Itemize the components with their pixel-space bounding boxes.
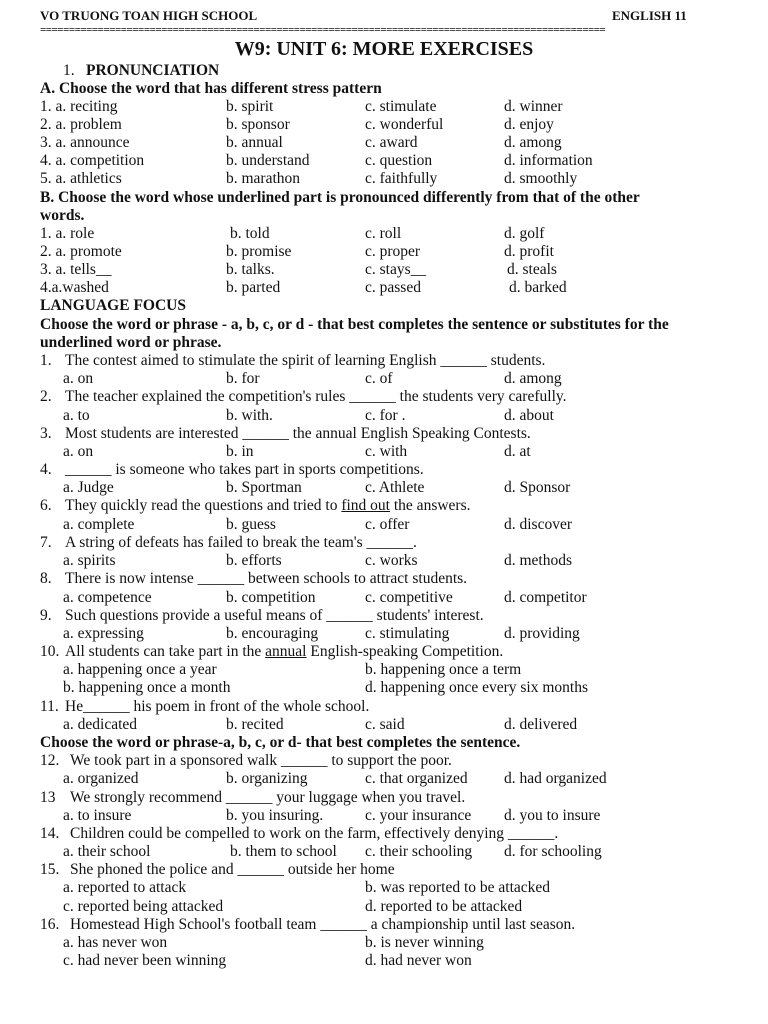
section-b-title: B. Choose the word whose underlined part is pronounced differently from that of the other xyxy=(40,189,640,206)
question: 8. There is now intense ______ between schools to attract students. xyxy=(40,570,468,587)
list-item: 1. a. reciting b. spirit c. stimulate d. winner xyxy=(40,98,563,115)
school-name: VO TRUONG TOAN HIGH SCHOOL xyxy=(40,8,258,23)
answer-options: a. complete b. guess c. offer d. discover xyxy=(63,516,573,533)
question: 7. A string of defeats has failed to break the team's ______. xyxy=(40,534,417,551)
answer-options: a. dedicated b. recited c. said d. delivered xyxy=(63,716,578,733)
list-item: 4.a.washed b. parted c. passed d. barked xyxy=(40,279,567,296)
list-item: 3. a. announce b. annual c. award d. among xyxy=(40,134,562,151)
answer-options: a. their school b. them to school c. their schooling d. for schooling xyxy=(63,843,602,860)
answer-options: a. to b. with. c. for . d. about xyxy=(63,407,554,424)
question: 16. Homestead High School's football team ______ a championship until last season. xyxy=(40,916,576,933)
answer-options: a. happening once a year b. happening once a term xyxy=(63,661,522,678)
answer-options: a. has never won b. is never winning xyxy=(63,934,484,951)
instructions-b: Choose the word or phrase-a, b, c, or d- that best completes the sentence. xyxy=(40,734,521,751)
question: 1. The contest aimed to stimulate the spirit of learning English ______ students. xyxy=(40,352,546,369)
header-divider: ================================================================================================== xyxy=(40,24,606,36)
list-item: 4. a. competition b. understand c. question d. information xyxy=(40,152,593,169)
section-a-title: A. Choose the word that has different stress pattern xyxy=(40,80,382,97)
answer-options: a. spirits b. efforts c. works d. methods xyxy=(63,552,573,569)
answer-options: b. happening once a month d. happening once every six months xyxy=(63,679,588,696)
question: 10. All students can take part in the annual English-speaking Competition. xyxy=(40,643,504,660)
question: 2. The teacher explained the competition's rules ______ the students very carefully. xyxy=(40,388,567,405)
answer-options: a. on b. for c. of d. among xyxy=(63,370,562,387)
question: 4. ______ is someone who takes part in sports competitions. xyxy=(40,461,424,478)
answer-options: a. to insure b. you insuring. c. your insurance d. you to insure xyxy=(63,807,601,824)
list-item: 3. a. tells__ b. talks. c. stays__ d. steals xyxy=(40,261,557,278)
subject-label: ENGLISH 11 xyxy=(612,8,687,23)
question: 3. Most students are interested ______ the annual English Speaking Contests. xyxy=(40,425,531,442)
question: 9. Such questions provide a useful means of ______ students' interest. xyxy=(40,607,484,624)
page-title: W9: UNIT 6: MORE EXERCISES xyxy=(234,38,534,60)
answer-options: a. organized b. organizing c. that organized d. had organized xyxy=(63,770,607,787)
list-item: 5. a. athletics b. marathon c. faithfully d. smoothly xyxy=(40,170,578,187)
instructions: Choose the word or phrase - a, b, c, or d - that best completes the sentence or substitutes for the xyxy=(40,316,669,333)
question: 13 We strongly recommend ______ your luggage when you travel. xyxy=(40,789,466,806)
question: 14. Children could be compelled to work on the farm, effectively denying ______. xyxy=(40,825,559,842)
question: 6. They quickly read the questions and tried to find out the answers. xyxy=(40,497,471,514)
answer-options: c. had never been winning d. had never won xyxy=(63,952,472,969)
answer-options: c. reported being attacked d. reported to be attacked xyxy=(63,898,523,915)
question: 11. He______ his poem in front of the whole school. xyxy=(40,698,370,715)
question: 12. We took part in a sponsored walk ______ to support the poor. xyxy=(40,752,452,769)
answer-options: a. Judge b. Sportman c. Athlete d. Sponsor xyxy=(63,479,571,496)
list-item: 2. a. problem b. sponsor c. wonderful d. enjoy xyxy=(40,116,554,133)
list-item: 2. a. promote b. promise c. proper d. profit xyxy=(40,243,554,260)
section-b-title-cont: words. xyxy=(40,207,85,224)
language-focus-heading: LANGUAGE FOCUS xyxy=(40,297,186,314)
answer-options: a. expressing b. encouraging c. stimulating d. providing xyxy=(63,625,580,642)
answer-options: a. competence b. competition c. competitive d. competitor xyxy=(63,589,587,606)
list-item: 1. a. role b. told c. roll d. golf xyxy=(40,225,545,242)
answer-options: a. on b. in c. with d. at xyxy=(63,443,531,460)
pronunciation-heading: 1. PRONUNCIATION xyxy=(63,62,220,79)
instructions-cont: underlined word or phrase. xyxy=(40,334,222,351)
answer-options: a. reported to attack b. was reported to be attacked xyxy=(63,879,551,896)
question: 15. She phoned the police and ______ outside her home xyxy=(40,861,395,878)
